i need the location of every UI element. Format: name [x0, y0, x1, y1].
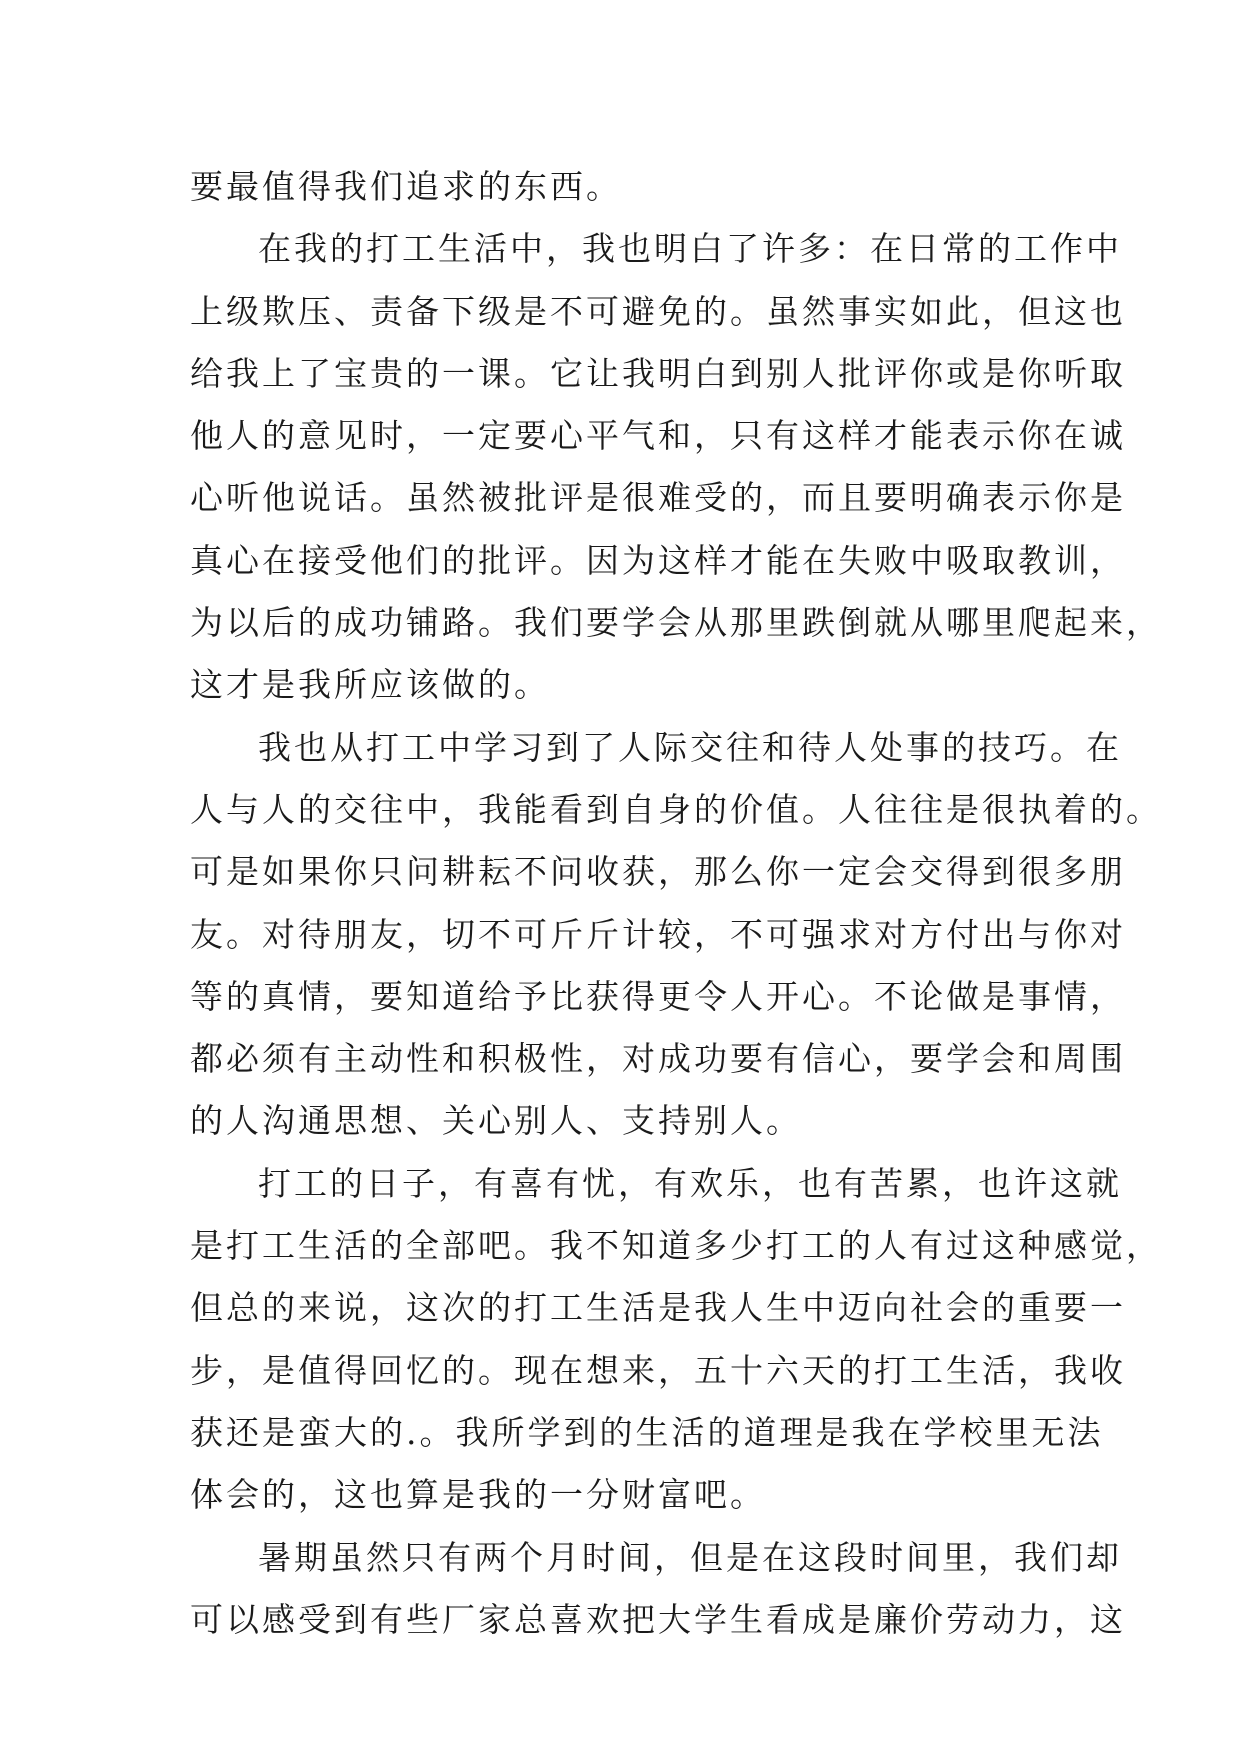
body-text	[190, 156, 1162, 1651]
text-line: 人与人的交往中，我能看到自身的价值。人往往是很执着的。	[190, 789, 1162, 829]
paragraph-3	[190, 717, 1162, 1153]
text-line: 友。对待朋友，切不可斤斤计较，不可强求对方付出与你对	[190, 914, 1126, 954]
text-line: 我也从打工中学习到了人际交往和待人处事的技巧。在	[258, 727, 1122, 767]
text-line: 步，是值得回忆的。现在想来，五十六天的打工生活，我收	[190, 1350, 1126, 1390]
text-line: 暑期虽然只有两个月时间，但是在这段时间里，我们却	[258, 1537, 1122, 1577]
text-line: 都必须有主动性和积极性，对成功要有信心，要学会和周围	[190, 1039, 1126, 1079]
text-line: 这才是我所应该做的。	[190, 665, 550, 705]
text-line: 打工的日子，有喜有忧，有欢乐，也有苦累，也许这就	[258, 1163, 1122, 1203]
paragraph-2	[190, 218, 1162, 716]
text-line: 他人的意见时，一定要心平气和，只有这样才能表示你在诚	[190, 416, 1126, 456]
text-line: 获还是蛮大的.。我所学到的生活的道理是我在学校里无法	[190, 1412, 1104, 1452]
text-line: 要最值得我们追求的东西。	[190, 167, 622, 206]
paragraph-4	[190, 1153, 1162, 1527]
text-line: 在我的打工生活中，我也明白了许多：在日常的工作中	[258, 229, 1122, 269]
paragraph-5	[190, 1527, 1126, 1652]
text-line: 是打工生活的全部吧。我不知道多少打工的人有过这种感觉，	[190, 1226, 1162, 1266]
text-line: 的人沟通思想、关心别人、支持别人。	[190, 1101, 802, 1141]
text-line: 给我上了宝贵的一课。它让我明白到别人批评你或是你听取	[190, 353, 1126, 393]
text-line: 可是如果你只问耕耘不问收获，那么你一定会交得到很多朋	[190, 852, 1126, 892]
text-line: 等的真情，要知道给予比获得更令人开心。不论做是事情，	[190, 976, 1126, 1016]
text-line: 心听他说话。虽然被批评是很难受的，而且要明确表示你是	[190, 478, 1126, 518]
text-line: 体会的，这也算是我的一分财富吧。	[190, 1475, 766, 1515]
text-line: 为以后的成功铺路。我们要学会从那里跌倒就从哪里爬起来，	[190, 603, 1162, 643]
text-line: 但总的来说，这次的打工生活是我人生中迈向社会的重要一	[190, 1288, 1126, 1328]
text-line: 可以感受到有些厂家总喜欢把大学生看成是廉价劳动力，这	[190, 1599, 1126, 1639]
text-line: 真心在接受他们的批评。因为这样才能在失败中吸取教训，	[190, 540, 1126, 580]
text-line: 上级欺压、责备下级是不可避免的。虽然事实如此，但这也	[190, 291, 1126, 331]
paragraph-1	[190, 156, 1050, 218]
